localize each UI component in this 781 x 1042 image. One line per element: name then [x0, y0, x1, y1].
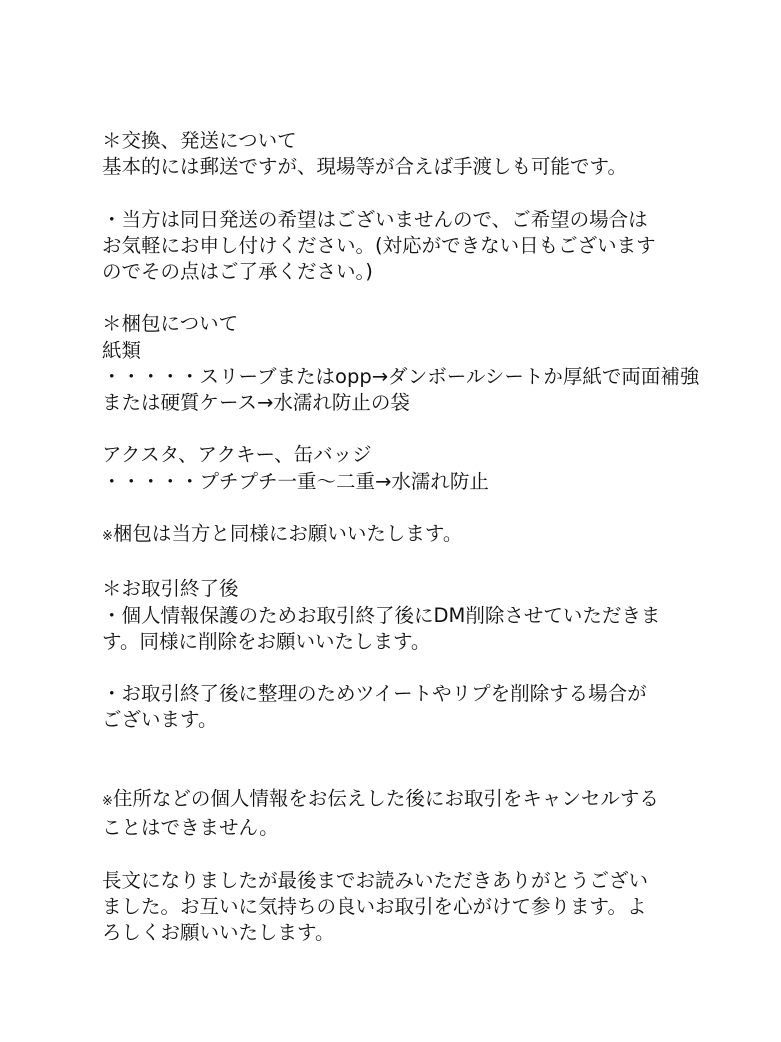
- section-tweets: [102, 681, 742, 733]
- section-heading-exchange: ＊交換、発送について: [102, 129, 297, 152]
- paragraph-line: ことはできません。: [102, 816, 279, 840]
- spacer: [102, 416, 742, 442]
- paragraph-line: 基本的には郵送ですが、現場等が合えば手渡しも可能です。: [102, 155, 627, 179]
- paragraph-line: ・当方は同日発送の希望はございませんので、ご希望の場合は: [102, 207, 648, 231]
- note-text: 住所などの個人情報をお伝えした後にお取引をキャンセルする: [112, 786, 659, 810]
- spacer: [102, 760, 742, 786]
- spacer: [102, 655, 742, 681]
- paragraph-line: ました。お互いに気持ちの良いお取引を心がけて参ります。よ: [102, 894, 647, 918]
- note-text: 梱包は当方と同様にお願いいたします。: [112, 521, 463, 545]
- paragraph-line: ・個人情報保護のためお取引終了後にDM削除させていただきま: [102, 603, 661, 627]
- section-heading-packing: ＊梱包について: [102, 312, 239, 336]
- section-closing: [102, 868, 742, 947]
- paragraph-line: ・お取引終了後に整理のためツイートやリプを削除する場合が: [102, 682, 647, 706]
- section-packing-note: [102, 521, 742, 550]
- note-line: [102, 786, 742, 815]
- spacer: [102, 180, 742, 206]
- spacer: [102, 550, 742, 576]
- paragraph-line: 長文になりましたが最後までお読みいただきありがとうござい: [102, 868, 649, 892]
- section-same-day: [102, 207, 742, 286]
- paragraph-line: お気軽にお申し付けください。(対応ができない日もございます: [102, 233, 656, 257]
- document-body: [102, 128, 742, 946]
- paragraph-line: ・・・・・プチプチ一重〜二重→水濡れ防止: [102, 469, 489, 493]
- paragraph-line: ろしくお願いいたします。: [102, 920, 335, 944]
- paragraph-line: または硬質ケース→水濡れ防止の袋: [102, 391, 410, 414]
- section-after-trade: [102, 576, 742, 655]
- paragraph-line: のでその点はご了承ください。): [102, 260, 373, 283]
- note-line: [102, 521, 742, 550]
- paragraph-line: す。同様に削除をお願いいたします。: [102, 629, 431, 653]
- section-packing: [102, 311, 742, 494]
- spacer: [102, 495, 742, 521]
- spacer: [102, 734, 742, 760]
- section-heading-after-trade: ＊お取引終了後: [102, 577, 239, 601]
- section-cancel-note: [102, 786, 742, 841]
- note-mark: ※: [102, 528, 113, 544]
- spacer: [102, 841, 742, 867]
- section-exchange: [102, 128, 742, 180]
- paragraph-line: ・・・・・スリーブまたはopp→ダンボールシートか厚紙で両面補強: [102, 364, 700, 388]
- subheading-paper: 紙類: [102, 338, 142, 362]
- subheading-goods: アクスタ、アクキー、缶バッジ: [102, 443, 372, 467]
- paragraph-line: ございます。: [102, 708, 218, 732]
- note-mark: ※: [102, 793, 113, 809]
- spacer: [102, 285, 742, 311]
